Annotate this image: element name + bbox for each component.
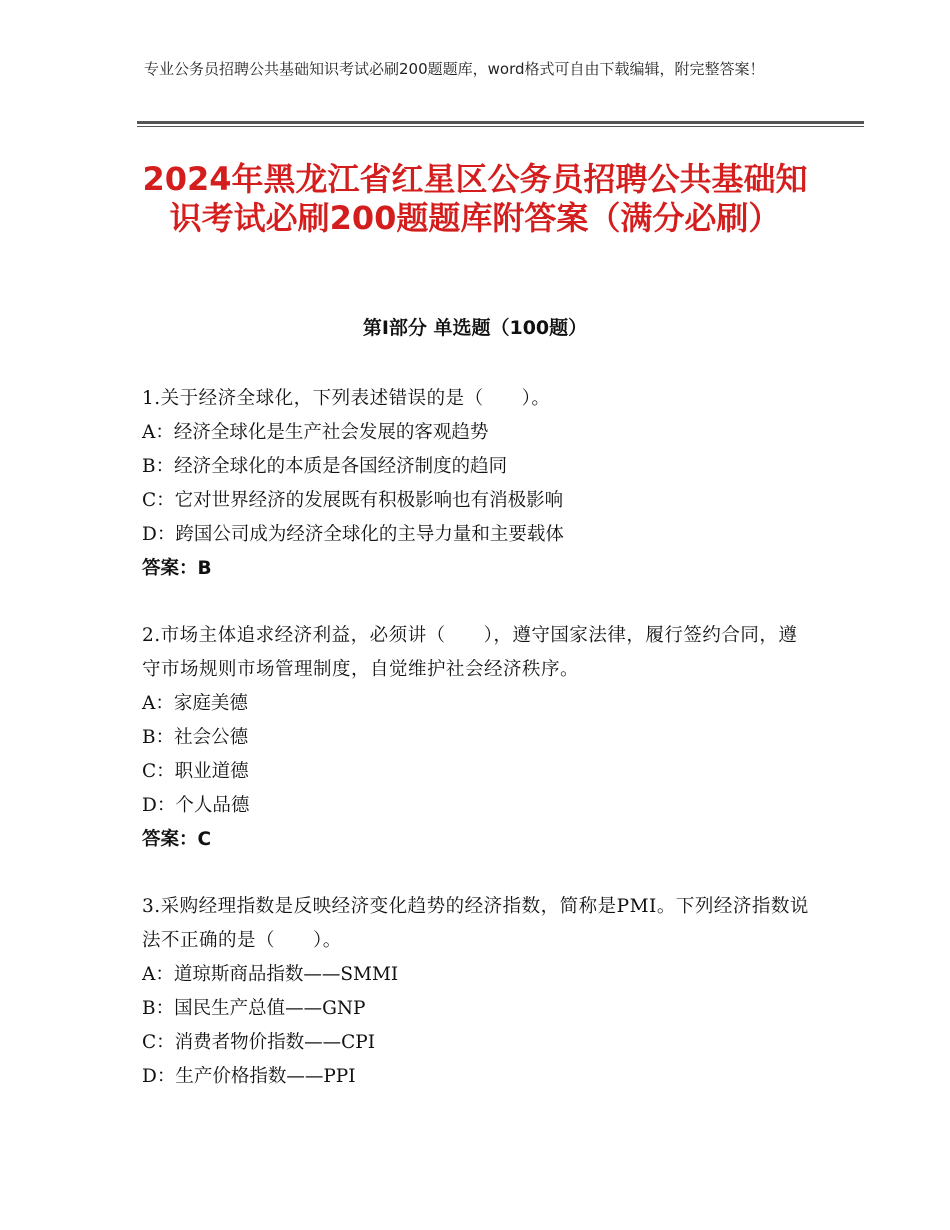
option-c: C：它对世界经济的发展既有积极影响也有消极影响 — [142, 490, 564, 511]
header-note: 专业公务员招聘公共基础知识考试必刷200题题库，word格式可自由下载编辑，附完整答案！ — [144, 60, 765, 78]
option-c: C：消费者物价指数——CPI — [142, 1032, 376, 1053]
question-stem: 1.关于经济全球化，下列表述错误的是（ ）。 — [142, 388, 551, 409]
question-stem: 2.市场主体追求经济利益，必须讲（ ），遵守国家法律，履行签约合同，遵守市场规则市场管理制度，自觉维护社会经济秩序。 — [142, 625, 798, 680]
question-2 — [142, 619, 814, 857]
option-c: C：职业道德 — [142, 761, 249, 782]
question-stem: 3.采购经理指数是反映经济变化趋势的经济指数，简称是PMI。下列经济指数说法不正确的是（ ）。 — [142, 896, 809, 951]
header-divider — [137, 121, 864, 124]
answer: 答案：B — [142, 558, 212, 579]
question-list — [142, 382, 814, 1127]
question-3 — [142, 890, 814, 1094]
option-d: D：跨国公司成为经济全球化的主导力量和主要载体 — [142, 524, 564, 545]
header-divider-thin — [137, 126, 864, 127]
section-title: 第Ⅰ部分 单选题（100题） — [362, 317, 588, 339]
option-b: B：国民生产总值——GNP — [142, 998, 366, 1019]
option-b: B：社会公德 — [142, 727, 249, 748]
option-d: D：个人品德 — [142, 795, 250, 816]
option-a: A：经济全球化是生产社会发展的客观趋势 — [142, 422, 489, 443]
option-b: B：经济全球化的本质是各国经济制度的趋同 — [142, 456, 508, 477]
document-title: 2024年黑龙江省红星区公务员招聘公共基础知识考试必刷200题题库附答案（满分必刷） — [142, 160, 808, 237]
option-a: A：家庭美德 — [142, 693, 248, 714]
question-1 — [142, 382, 814, 586]
option-a: A：道琼斯商品指数——SMMI — [142, 964, 399, 985]
answer: 答案：C — [142, 829, 212, 850]
option-d: D：生产价格指数——PPI — [142, 1066, 356, 1087]
